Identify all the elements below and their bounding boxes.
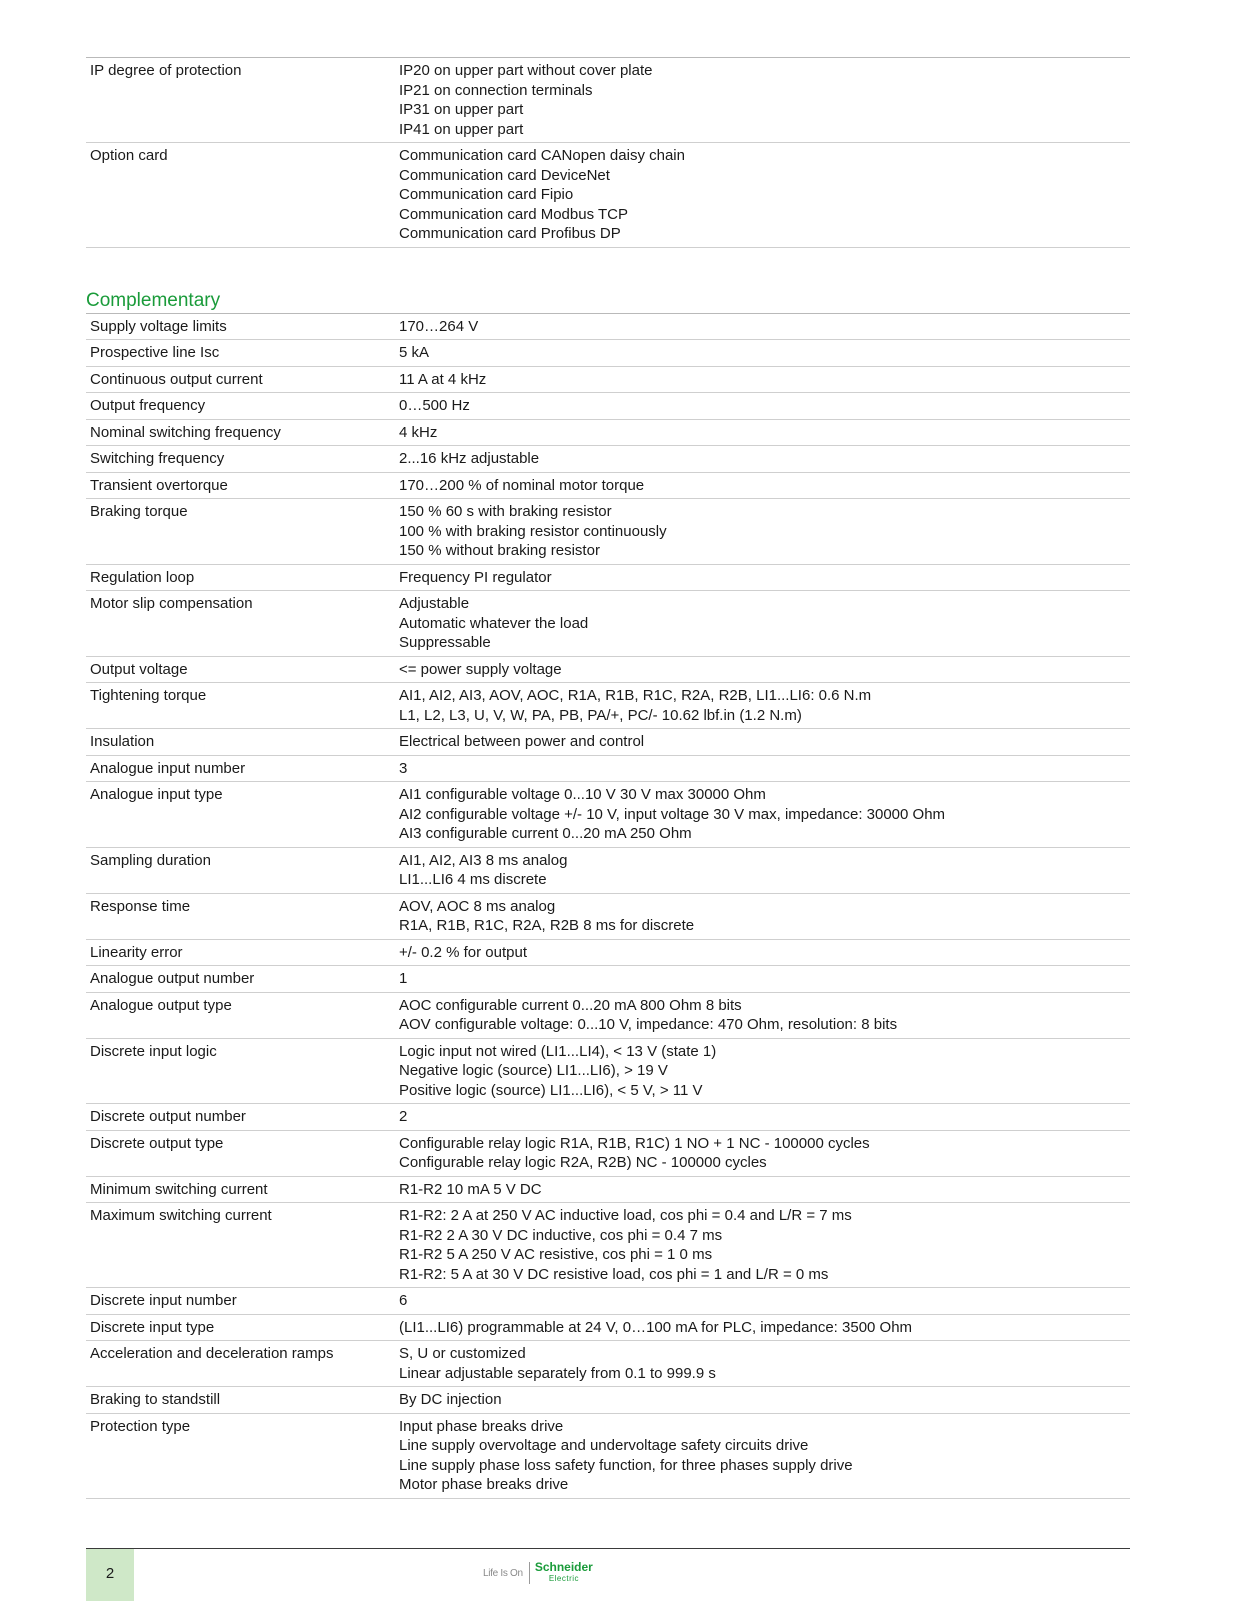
spec-row [86,1038,1130,1104]
spec-label: Sampling duration [86,847,395,893]
spec-value-line: Logic input not wired (LI1...LI4), < 13 V (state 1) [399,1042,717,1060]
spec-value [395,1038,1130,1104]
brand-tagline: Life Is On [483,1567,523,1579]
spec-value [395,419,1130,446]
spec-value [395,1413,1130,1498]
spec-value-line: +/- 0.2 % for output [399,943,527,961]
spec-value-line: IP20 on upper part without cover plate [399,62,653,79]
spec-value-line: R1-R2: 2 A at 250 V AC inductive load, cos phi = 0.4 and L/R = 7 ms [399,1207,852,1224]
spec-value-line: 1 [399,970,408,987]
spec-label: Prospective line Isc [86,340,395,367]
spec-value [395,143,1130,248]
spec-label: Maximum switching current [86,1203,395,1288]
spec-label: Output frequency [86,393,395,420]
spec-value-line: AI1, AI2, AI3, AOV, AOC, R1A, R1B, R1C, R2A, R2B, LI1...LI6: 0.6 N.m [399,687,872,704]
spec-value-line: 0…500 Hz [399,397,470,414]
spec-label: Analogue output number [86,966,395,993]
spec-value [395,992,1130,1038]
spec-label: Supply voltage limits [86,313,395,340]
spec-label: Insulation [86,729,395,756]
spec-value-line: Input phase breaks drive [399,1417,564,1435]
spec-value-line: Linear adjustable separately from 0.1 to 999.9 s [399,1364,716,1382]
spec-row [86,366,1130,393]
spec-row [86,893,1130,939]
spec-value [395,1341,1130,1387]
spec-label: Discrete input logic [86,1038,395,1104]
section-title-complementary: Complementary [86,289,221,311]
spec-value [395,1203,1130,1288]
spec-value-line: 150 % 60 s with braking resistor [399,503,612,520]
spec-value-line: Frequency PI regulator [399,568,552,586]
spec-value [395,58,1130,143]
spec-value [395,1130,1130,1176]
spec-label: Option card [86,143,395,248]
spec-value-line: (LI1...LI6) programmable at 24 V, 0…100 mA for PLC, impedance: 3500 Ohm [399,1318,913,1336]
page-number: 2 [86,1549,134,1601]
spec-value-line: IP21 on connection terminals [399,81,593,99]
spec-value [395,499,1130,565]
spec-label: Response time [86,893,395,939]
spec-label: Acceleration and deceleration ramps [86,1341,395,1387]
spec-value-line: 2...16 kHz adjustable [399,450,540,467]
spec-label: Discrete output number [86,1104,395,1131]
spec-label: Motor slip compensation [86,591,395,657]
spec-value [395,340,1130,367]
page-footer [86,1548,1130,1601]
spec-page [86,57,1130,1499]
spec-row [86,729,1130,756]
spec-value-line: R1-R2: 5 A at 30 V DC resistive load, cos phi = 1 and L/R = 0 ms [399,1265,829,1283]
spec-row [86,472,1130,499]
brand-logo [483,1561,593,1585]
spec-row [86,1341,1130,1387]
brand-name: Schneider [534,1560,593,1574]
spec-value-line: AOV, AOC 8 ms analog [399,897,556,915]
spec-value-line: R1A, R1B, R1C, R2A, R2B 8 ms for discrete [399,917,695,934]
spec-value [395,1176,1130,1203]
spec-label: Continuous output current [86,366,395,393]
spec-row [86,847,1130,893]
spec-value-line: By DC injection [399,1391,502,1408]
spec-label: Protection type [86,1413,395,1498]
spec-row [86,1288,1130,1315]
spec-value [395,1387,1130,1414]
spec-value [395,893,1130,939]
spec-row [86,939,1130,966]
spec-value-line: Communication card CANopen daisy chain [399,147,685,164]
spec-row [86,1203,1130,1288]
spec-value [395,446,1130,473]
spec-value [395,564,1130,591]
spec-row [86,143,1130,248]
spec-value-line: Line supply overvoltage and undervoltage safety circuits drive [399,1437,809,1454]
spec-row [86,446,1130,473]
spec-row [86,1413,1130,1498]
spec-label: Braking torque [86,499,395,565]
spec-label: IP degree of protection [86,58,395,143]
spec-row [86,313,1130,340]
spec-value-line: AI1 configurable voltage 0...10 V 30 V max 30000 Ohm [399,786,766,803]
spec-value [395,366,1130,393]
spec-label: Switching frequency [86,446,395,473]
spec-value [395,847,1130,893]
spec-value-line: S, U or customized [399,1345,526,1362]
spec-value [395,1314,1130,1341]
spec-row [86,966,1130,993]
spec-value-line: 4 kHz [399,423,438,441]
spec-row [86,419,1130,446]
spec-value [395,782,1130,848]
spec-row [86,1314,1130,1341]
spec-row [86,1130,1130,1176]
spec-label: Analogue input number [86,755,395,782]
spec-label: Transient overtorque [86,472,395,499]
spec-value-line: Automatic whatever the load [399,614,589,632]
spec-value-line: 170…264 V [399,317,479,335]
spec-value-line: Adjustable [399,595,470,612]
spec-label: Analogue output type [86,992,395,1038]
spec-row [86,1387,1130,1414]
brand-divider [529,1562,530,1584]
spec-value-line: 11 A at 4 kHz [399,370,487,388]
spec-value-line: IP31 on upper part [399,101,524,118]
spec-value [395,313,1130,340]
spec-value [395,755,1130,782]
spec-value-line: Positive logic (source) LI1...LI6), < 5 V, > 11 V [399,1081,703,1099]
spec-value [395,656,1130,683]
brand-subname: Electric [548,1574,580,1583]
spec-row [86,58,1130,143]
spec-value-line: Electrical between power and control [399,733,645,750]
spec-label: Tightening torque [86,683,395,729]
spec-row [86,340,1130,367]
spec-value-line: Communication card Modbus TCP [399,205,628,223]
spec-value-line: AOV configurable voltage: 0...10 V, impedance: 470 Ohm, resolution: 8 bits [399,1016,898,1033]
spec-value-line: Communication card Profibus DP [399,225,621,242]
spec-value-line: 100 % with braking resistor continuously [399,522,667,540]
spec-value-line: Suppressable [399,634,491,651]
spec-row [86,393,1130,420]
spec-label: Nominal switching frequency [86,419,395,446]
spec-value-line: Configurable relay logic R2A, R2B) NC - 100000 cycles [399,1154,767,1171]
spec-value-line: <= power supply voltage [399,660,562,678]
main-spec-table [86,57,1130,248]
spec-value-line: AI2 configurable voltage +/- 10 V, input voltage 30 V max, impedance: 30000 Ohm [399,805,946,823]
spec-value-line: Line supply phase loss safety function, for three phases supply drive [399,1456,853,1474]
spec-label: Regulation loop [86,564,395,591]
spec-value-line: Motor phase breaks drive [399,1476,569,1493]
spec-row [86,1176,1130,1203]
spec-label: Discrete input type [86,1314,395,1341]
spec-value [395,966,1130,993]
spec-value [395,939,1130,966]
spec-label: Output voltage [86,656,395,683]
spec-row [86,992,1130,1038]
spec-value-line: AI1, AI2, AI3 8 ms analog [399,851,568,869]
spec-row [86,755,1130,782]
spec-value-line: LI1...LI6 4 ms discrete [399,871,547,888]
spec-value [395,393,1130,420]
spec-value-line: 6 [399,1292,408,1309]
spec-value-line: 150 % without braking resistor [399,542,600,559]
spec-value [395,683,1130,729]
spec-label: Braking to standstill [86,1387,395,1414]
spec-row [86,683,1130,729]
spec-value-line: AI3 configurable current 0...20 mA 250 Ohm [399,825,692,842]
spec-row [86,564,1130,591]
spec-value [395,472,1130,499]
spec-value-line: Communication card Fipio [399,186,574,203]
spec-value [395,729,1130,756]
spec-value-line: R1-R2 2 A 30 V DC inductive, cos phi = 0.4 7 ms [399,1226,723,1244]
spec-value [395,1288,1130,1315]
spec-value-line: 170…200 % of nominal motor torque [399,476,645,494]
spec-row [86,782,1130,848]
spec-row [86,499,1130,565]
spec-value-line: 2 [399,1108,408,1125]
spec-row [86,656,1130,683]
spec-label: Discrete input number [86,1288,395,1315]
spec-row [86,591,1130,657]
spec-label: Minimum switching current [86,1176,395,1203]
spec-value [395,1104,1130,1131]
schneider-logo-icon [535,1562,593,1584]
spec-label: Linearity error [86,939,395,966]
spec-value-line: AOC configurable current 0...20 mA 800 Ohm 8 bits [399,996,742,1014]
complementary-spec-table [86,313,1130,1499]
spec-value-line: R1-R2 5 A 250 V AC resistive, cos phi = 1 0 ms [399,1246,713,1263]
spec-value-line: IP41 on upper part [399,120,524,138]
spec-label: Discrete output type [86,1130,395,1176]
spec-value-line: 5 kA [399,344,430,361]
spec-row [86,1104,1130,1131]
spec-value-line: L1, L2, L3, U, V, W, PA, PB, PA/+, PC/- 10.62 lbf.in (1.2 N.m) [399,706,802,724]
spec-value-line: Communication card DeviceNet [399,166,610,184]
spec-value-line: 3 [399,759,408,777]
spec-value [395,591,1130,657]
spec-value-line: R1-R2 10 mA 5 V DC [399,1180,542,1198]
spec-value-line: Configurable relay logic R1A, R1B, R1C) 1 NO + 1 NC - 100000 cycles [399,1134,870,1152]
spec-label: Analogue input type [86,782,395,848]
spec-value-line: Negative logic (source) LI1...LI6), > 19 V [399,1062,668,1079]
